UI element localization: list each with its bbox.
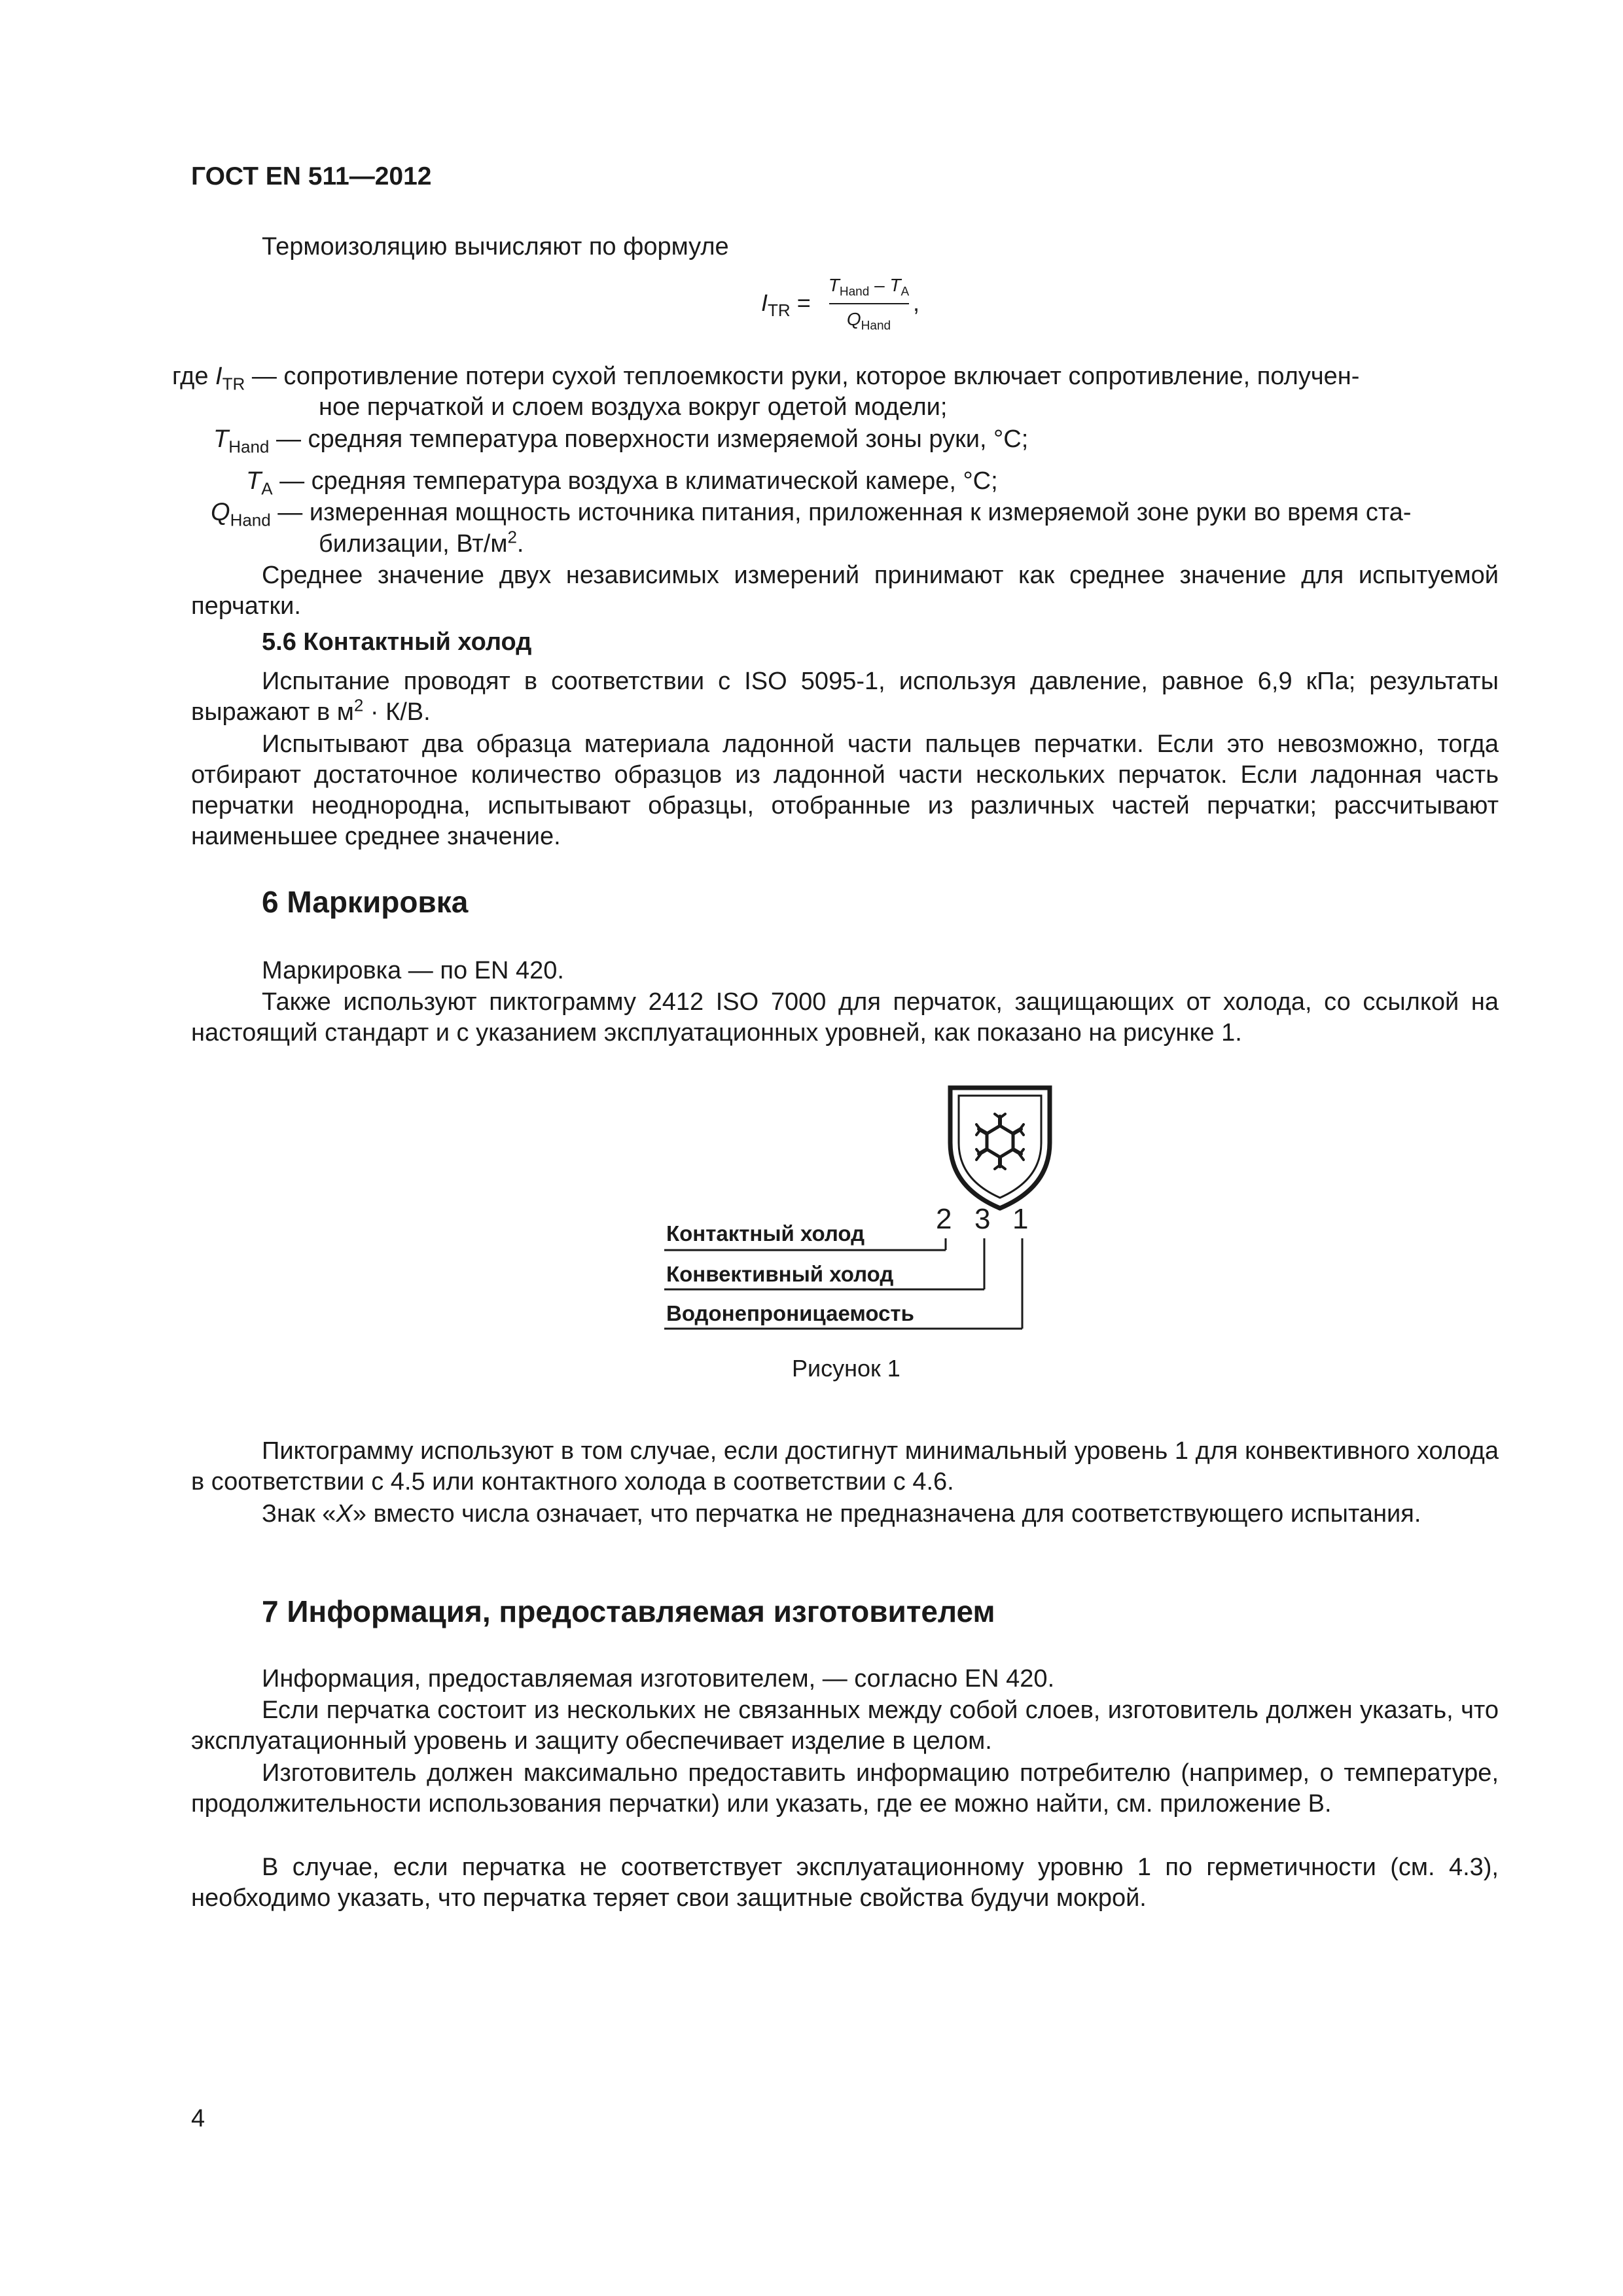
thermal-insulation-formula xyxy=(761,275,977,340)
section-7-paragraph-2: Если перчатка состоит из нескольких не связанных между собой слоев, изготовитель должен указать, что эксплуатационный уровень и защиту обеспечивает изделие в целом. xyxy=(191,1696,1499,1755)
section-6-heading: 6 Маркировка xyxy=(262,885,469,919)
formula-numerator: $T_{Hand} - T_A$ xyxy=(828,275,910,299)
formula-comma: , xyxy=(913,289,920,316)
figure-label-contact-cold: Контактный холод xyxy=(666,1221,865,1246)
figure-caption: Рисунок 1 xyxy=(792,1355,901,1382)
definition-qhand-continued: билизации, $Вт/м^2$. xyxy=(319,527,524,558)
section-5-6-heading: 5.6 Контактный холод xyxy=(262,628,532,656)
figure-label-convective-cold: Конвективный холод xyxy=(666,1262,894,1286)
figure-1 xyxy=(648,1080,1067,1342)
formula-intro: Термоизоляцию вычисляют по формуле xyxy=(262,233,729,260)
snowflake-shield-icon xyxy=(950,1088,1050,1208)
page-number: 4 xyxy=(191,2105,205,2132)
section-7-paragraph-3: Изготовитель должен максимально предоставить информацию потребителю (например, о температуре, продолжительности использования перчатки) или указать, где ее можно найти, см. приложение В. xyxy=(191,1759,1499,1818)
mean-value-paragraph: Среднее значение двух независимых измерений принимают как среднее значение для испытуемой перчатки. xyxy=(191,562,1499,620)
section-6-paragraph-1: Маркировка — по EN 420. xyxy=(262,957,564,984)
section-6-paragraph-2: Также используют пиктограмму 2412 ISO 7000 для перчаток, защищающих от холода, со ссылкой на настоящий стандарт и с указанием эксплуатационных уровней, как показано на рисунке 1. xyxy=(191,988,1499,1047)
definition-itr-continued: ное перчаткой и слоем воздуха вокруг одетой модели; xyxy=(319,393,948,421)
level-digit-convective-cold: 3 xyxy=(974,1203,991,1235)
section-7-paragraph-1: Информация, предоставляемая изготовителем, — согласно EN 420. xyxy=(262,1665,1055,1693)
x-sign-paragraph: Знак «X» вместо числа означает, что перчатка не предназначена для соответствующего испытания. xyxy=(262,1500,1421,1528)
figure-label-water-resistance: Водонепроницаемость xyxy=(666,1301,914,1325)
definition-thand: $T_{Hand}$ — средняя температура поверхности измеряемой зоны руки, °С; xyxy=(213,425,1029,457)
document-code-header: ГОСТ EN 511—2012 xyxy=(191,162,432,190)
pictogram-usage-paragraph: Пиктограмму используют в том случае, если достигнут минимальный уровень 1 для конвективного холода в соответствии с 4.5 или контактного холода в соответствии с 4.6. xyxy=(191,1437,1499,1496)
section-5-6-paragraph-1: Испытание проводят в соответствии с ISO 5095-1, используя давление, равное 6,9 кПа; результаты выражают в $м^2 \cdot К/В$. xyxy=(191,668,1499,726)
section-7-paragraph-4: В случае, если перчатка не соответствует эксплуатационному уровню 1 по герметичности (см. 4.3), необходимо указать, что перчатка теряет свои защитные свойства будучи мокрой. xyxy=(191,1854,1499,1912)
formula-lhs: $I_{TR}$ = xyxy=(761,289,811,321)
section-5-6-paragraph-2: Испытывают два образца материала ладонной части пальцев перчатки. Если это невозможно, тогда отбирают достаточное количество образцов из ладонной части нескольких перчаток. Если ладонная часть перчатки неоднородна, испытывают образцы, отобранные из различных частей перчатки; рассчитывают наименьшее среднее значение. xyxy=(191,730,1499,850)
section-7-heading: 7 Информация, предоставляемая изготовителем xyxy=(262,1594,995,1628)
fraction-bar xyxy=(829,303,909,304)
level-digit-water-resistance: 1 xyxy=(1012,1203,1029,1235)
level-digit-contact-cold: 2 xyxy=(936,1203,952,1235)
formula-denominator: $Q_{Hand}$ xyxy=(846,309,891,333)
definition-ta: $T_A$ — средняя температура воздуха в климатической камере, °С; xyxy=(246,467,998,499)
definition-qhand: $Q_{Hand}$ — измеренная мощность источника питания, приложенная к измеряемой зоне руки во время ста- xyxy=(211,499,1412,530)
definition-itr: где $I_{TR}$ — сопротивление потери сухой теплоемкости руки, которое включает сопротивление, получен- xyxy=(172,363,1360,394)
